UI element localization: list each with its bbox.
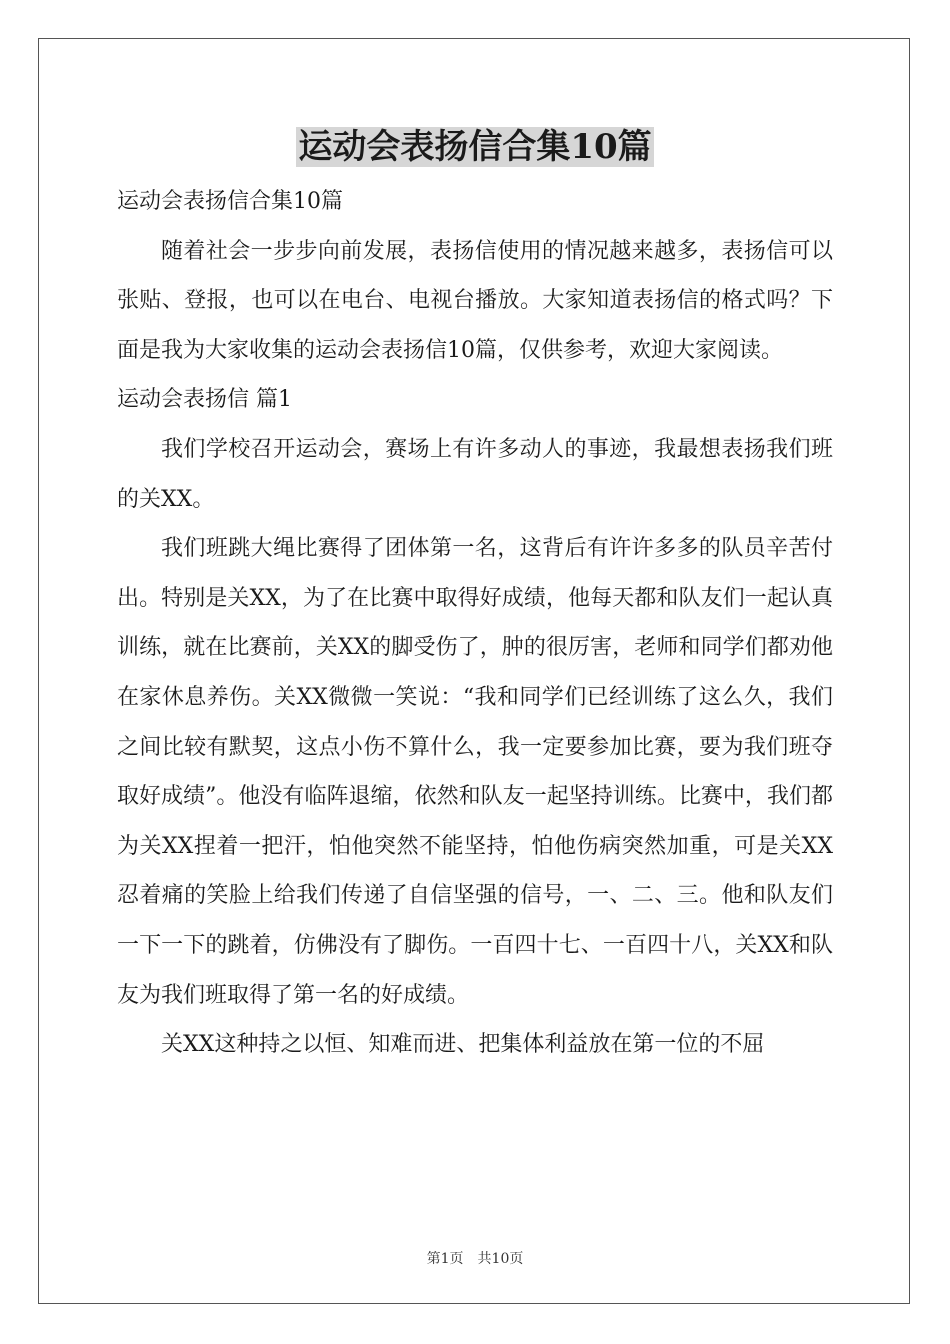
body-paragraph-1: 我们学校召开运动会，赛场上有许多动人的事迹，我最想表扬我们班的关XX。: [117, 436, 833, 512]
page-number: 第1页 共10页: [426, 1251, 524, 1267]
document-body: [117, 177, 833, 1070]
document-title-text: 运动会表扬信合集10篇: [298, 127, 652, 167]
section-heading: 运动会表扬信 篇1: [117, 387, 292, 413]
document-subtitle: 运动会表扬信合集10篇: [117, 189, 343, 214]
page-footer: [0, 1248, 950, 1268]
document-title: [0, 124, 950, 170]
body-paragraph-2: 我们班跳大绳比赛得了团体第一名，这背后有许许多多的队员辛苦付出。特别是关XX，为了在比赛中取得好成绩，他每天都和队友们一起认真训练，就在比赛前，关XX的脚受伤了，肿的很厉害，老师和同学们都劝他在家休息养伤。关XX微微一笑说：“我和同学们已经训练了这么久，我们之间比较有默契，这点小伤不算什么，我一定要参加比赛，要为我们班夺取好成绩”。他没有临阵退缩，依然和队友一起坚持训练。比赛中，我们都为关XX捏着一把汗，怕他突然不能坚持，怕他伤病突然加重，可是关XX忍着痛的笑脸上给我们传递了自信坚强的信号，一、二、三。他和队友们一下一下的跳着，仿佛没有了脚伤。一百四十七、一百四十八，关XX和队友为我们班取得了第一名的好成绩。: [117, 536, 833, 1008]
intro-paragraph: 随着社会一步步向前发展，表扬信使用的情况越来越多，表扬信可以张贴、登报，也可以在电台、电视台播放。大家知道表扬信的格式吗？下面是我为大家收集的运动会表扬信10篇，仅供参考，欢迎大家阅读。: [117, 238, 833, 363]
body-paragraph-3: 关XX这种持之以恒、知难而进、把集体利益放在第一位的不屈: [161, 1032, 765, 1058]
